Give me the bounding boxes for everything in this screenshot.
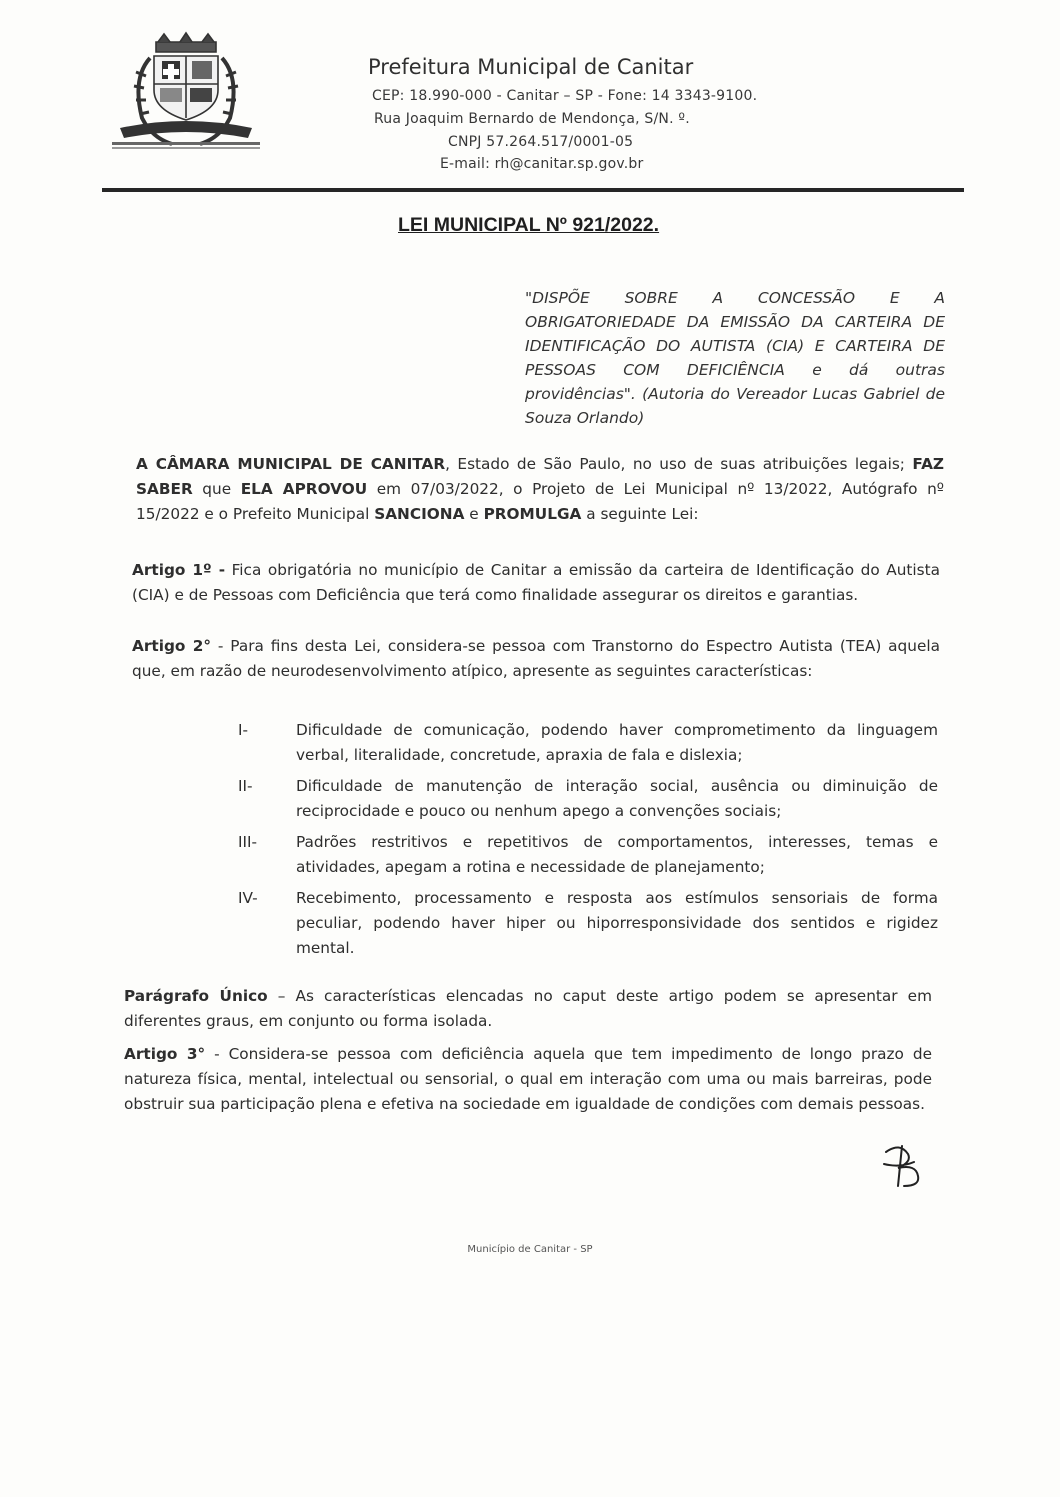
header-divider [102, 188, 964, 192]
article-2-items [238, 718, 938, 967]
preamble-camara: A CÂMARA MUNICIPAL DE CANITAR [136, 455, 446, 473]
header-title: Prefeitura Municipal de Canitar [368, 55, 694, 79]
header-email: E-mail: rh@canitar.sp.gov.br [440, 156, 644, 172]
article-2 [132, 634, 940, 684]
item-number: I- [238, 721, 249, 739]
article-2-text: - Para fins desta Lei, considera-se pessoa com Transtorno do Espectro Autista (TEA) aquela que, em razão de neurodesenvolvimento atípico, apresente as seguintes características: [132, 637, 940, 680]
paragrafo-unico [124, 984, 932, 1034]
municipal-crest-logo [106, 28, 266, 152]
signature-initials [876, 1142, 932, 1188]
list-item [238, 774, 938, 824]
article-1-text: Fica obrigatória no município de Canitar a emissão da carteira de Identificação do Autista (CIA) e de Pessoas com Deficiência que terá como finalidade assegurar os direitos e garantias. [132, 561, 941, 604]
list-item [238, 886, 938, 961]
paragrafo-unico-text: – As características elencadas no caput deste artigo podem se apresentar em diferentes graus, em conjunto ou forma isolada. [124, 987, 932, 1030]
article-2-label: Artigo 2° [132, 637, 212, 655]
article-1 [132, 558, 940, 608]
list-item [238, 718, 938, 768]
item-number: IV- [238, 889, 258, 907]
header-cnpj: CNPJ 57.264.517/0001-05 [448, 134, 634, 150]
item-text: Padrões restritivos e repetitivos de comportamentos, interesses, temas e atividades, apegam a rotina e necessidade de planejamento; [296, 833, 938, 876]
article-3 [124, 1042, 932, 1117]
item-text: Recebimento, processamento e resposta aos estímulos sensoriais de forma peculiar, podendo haver hiper ou hiporresponsividade dos sentidos e rigidez mental. [296, 889, 938, 957]
page-footer: Município de Canitar - SP [467, 1244, 593, 1255]
item-number: III- [238, 833, 258, 851]
law-ementa: "DISPÕE SOBRE A CONCESSÃO E A OBRIGATORIEDADE DA EMISSÃO DA CARTEIRA DE IDENTIFICAÇÃO DO AUTISTA (CIA) E CARTEIRA DE PESSOAS COM DEFICIÊNCIA e dá outras providências". (Autoria do Vereador Lucas Gabriel de Souza Orlando) [525, 289, 945, 427]
item-number: II- [238, 777, 253, 795]
law-title: LEI MUNICIPAL Nº 921/2022. [398, 214, 660, 236]
header-address: Rua Joaquim Bernardo de Mendonça, S/N. º. [374, 111, 690, 127]
article-1-label: Artigo 1º - [132, 561, 226, 579]
article-3-text: - Considera-se pessoa com deficiência aquela que tem impedimento de longo prazo de natureza física, mental, intelectual ou sensorial, o qual em interação com uma ou mais barreiras, pode obstruir sua participação plena e efetiva na sociedade em igualdade de condições com demais pessoas. [124, 1045, 932, 1113]
item-text: Dificuldade de comunicação, podendo haver comprometimento da linguagem verbal, literalidade, concretude, apraxia de fala e dislexia; [296, 721, 938, 764]
list-item [238, 830, 938, 880]
preamble: A CÂMARA MUNICIPAL DE CANITAR, Estado de São Paulo, no uso de suas atribuições legais; FAZ SABER que ELA APROVOU em 07/03/2022, o Projeto de Lei Municipal nº 13/2022, Autógrafo nº 15/2022 e o Prefeito Municipal SANCIONA e PROMULGA a seguinte Lei: [136, 455, 945, 523]
article-3-label: Artigo 3° [124, 1045, 206, 1063]
item-text: Dificuldade de manutenção de interação social, ausência ou diminuição de reciprocidade e pouco ou nenhum apego a convenções sociais; [296, 777, 938, 820]
header-cep-phone: CEP: 18.990-000 - Canitar – SP - Fone: 14 3343-9100. [372, 88, 758, 104]
paragrafo-unico-label: Parágrafo Único [124, 987, 268, 1005]
